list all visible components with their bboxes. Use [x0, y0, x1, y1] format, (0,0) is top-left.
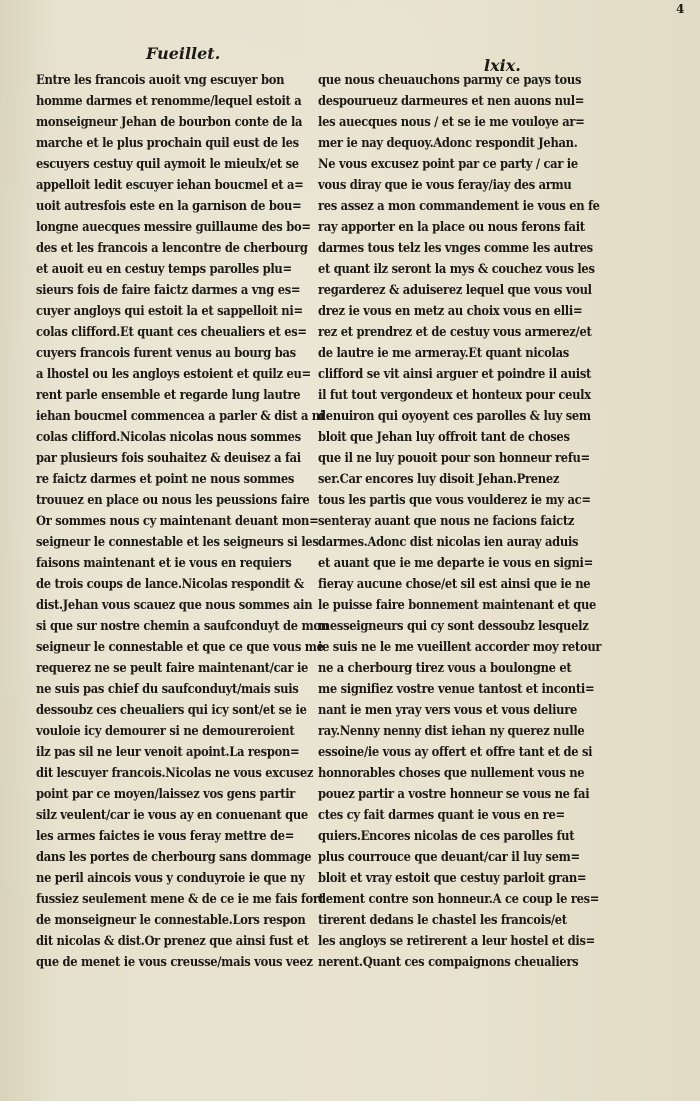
- text-column-right: [318, 70, 602, 973]
- text-line: marche et le plus prochain quil eust de les: [36, 135, 299, 151]
- text-line: nerent.Quant ces compaignons cheualiers: [318, 954, 579, 970]
- text-line: et quant ilz seront la mys & couchez vous les: [318, 261, 595, 277]
- text-line: a lhostel ou les angloys estoient et quilz eu=: [36, 366, 311, 382]
- text-line: despourueuz darmeures et nen auons nul=: [318, 93, 585, 109]
- text-line: drez ie vous en metz au choix vous en elli=: [318, 303, 583, 319]
- text-line: senteray auant que nous ne facions faictz: [318, 513, 575, 529]
- text-line: Or sommes nous cy maintenant deuant mon=: [36, 513, 319, 529]
- text-line: mer ie nay dequoy.Adonc respondit Jehan.: [318, 135, 578, 151]
- text-line: plus courrouce que deuant/car il luy sem=: [318, 849, 580, 865]
- text-line: tous les partis que vous voulderez ie my ac=: [318, 492, 591, 508]
- text-line: quiers.Encores nicolas de ces parolles fut: [318, 828, 575, 844]
- text-line: ray.Nenny nenny dist iehan ny querez nulle: [318, 723, 585, 739]
- text-line: Entre les francois auoit vng escuyer bon: [36, 72, 285, 88]
- text-line: que il ne luy pouoit pour son honneur refu=: [318, 450, 590, 466]
- text-line: nant ie men yray vers vous et vous deliure: [318, 702, 578, 718]
- text-line: de monseigneur le connestable.Lors respon: [36, 912, 306, 928]
- text-line: sieurs fois de faire faictz darmes a vng es=: [36, 282, 301, 298]
- text-line: que nous cheuauchons parmy ce pays tous: [318, 72, 582, 88]
- text-line: iehan boucmel commencea a parler & dist a ni: [36, 408, 324, 424]
- text-line: ne a cherbourg tirez vous a boulongne et: [318, 660, 572, 676]
- text-line: dans les portes de cherbourg sans dommage: [36, 849, 312, 865]
- text-line: regarderez & aduiserez lequel que vous voul: [318, 282, 592, 298]
- text-line: me signifiez vostre venue tantost et inconti=: [318, 681, 595, 697]
- text-line: point par ce moyen/laissez vos gens partir: [36, 786, 296, 802]
- text-line: darmes.Adonc dist nicolas ien auray aduis: [318, 534, 579, 550]
- text-line: colas clifford.Et quant ces cheualiers et es=: [36, 324, 307, 340]
- text-line: res assez a mon commandement ie vous en fe: [318, 198, 600, 214]
- text-line: bloit et vray estoit que cestuy parloit gran=: [318, 870, 587, 886]
- folio-header-left: Fueillet.: [146, 44, 221, 63]
- text-line: trouuez en place ou nous les peussions faire: [36, 492, 310, 508]
- corner-mark: 4: [676, 2, 685, 16]
- text-line: faisons maintenant et ie vous en requiers: [36, 555, 292, 571]
- text-line: fussiez seulement mene & de ce ie me fais fort: [36, 891, 324, 907]
- text-line: darmes tous telz les vnges comme les autres: [318, 240, 593, 256]
- text-line: cuyer angloys qui estoit la et sappelloit ni=: [36, 303, 303, 319]
- text-line: fieray aucune chose/et sil est ainsi que ie ne: [318, 576, 591, 592]
- text-line: re faictz darmes et point ne nous sommes: [36, 471, 295, 487]
- text-line: longne auecques messire guillaume des bo=: [36, 219, 311, 235]
- text-line: dist.Jehan vous scauez que nous sommes ain: [36, 597, 313, 613]
- text-line: dement contre son honneur.A ce coup le res=: [318, 891, 600, 907]
- text-line: homme darmes et renomme/lequel estoit a: [36, 93, 302, 109]
- text-line: des et les francois a lencontre de cherbourg: [36, 240, 308, 256]
- text-line: rez et prendrez et de cestuy vous armerez/et: [318, 324, 592, 340]
- text-line: que de menet ie vous creusse/mais vous veez: [36, 954, 313, 970]
- text-line: dit lescuyer francois.Nicolas ne vous excusez: [36, 765, 314, 781]
- text-line: ne peril aincois vous y conduyroie ie que ny: [36, 870, 305, 886]
- text-line: les armes faictes ie vous feray mettre de=: [36, 828, 295, 844]
- text-line: tirerent dedans le chastel les francois/et: [318, 912, 567, 928]
- text-line: de lautre ie me armeray.Et quant nicolas: [318, 345, 569, 361]
- text-line: essoine/ie vous ay offert et offre tant et de si: [318, 744, 593, 760]
- text-line: escuyers cestuy quil aymoit le mieulx/et se: [36, 156, 299, 172]
- text-line: si que sur nostre chemin a saufconduyt de mon: [36, 618, 329, 634]
- text-line: silz veulent/car ie vous ay en conuenant que: [36, 807, 308, 823]
- text-line: ser.Car encores luy disoit Jehan.Prenez: [318, 471, 560, 487]
- text-line: et auant que ie me departe ie vous en signi=: [318, 555, 593, 571]
- text-line: dit nicolas & dist.Or prenez que ainsi fust et: [36, 933, 309, 949]
- text-line: et auoit eu en cestuy temps parolles plu=: [36, 261, 292, 277]
- text-line: Ne vous excusez point par ce party / car ie: [318, 156, 578, 172]
- text-line: requerez ne se peult faire maintenant/car ie: [36, 660, 309, 676]
- text-line: de trois coups de lance.Nicolas respondit &: [36, 576, 304, 592]
- text-column-left: [36, 70, 329, 973]
- text-line: colas clifford.Nicolas nicolas nous sommes: [36, 429, 301, 445]
- text-line: rent parle ensemble et regarde lung lautre: [36, 387, 301, 403]
- text-line: bloit que Jehan luy offroit tant de choses: [318, 429, 570, 445]
- text-line: messeigneurs qui cy sont dessoubz lesquelz: [318, 618, 589, 634]
- text-line: seigneur le connestable et que ce que vous me: [36, 639, 324, 655]
- text-line: les angloys se retirerent a leur hostel et dis=: [318, 933, 595, 949]
- text-line: ne suis pas chief du saufconduyt/mais suis: [36, 681, 299, 697]
- text-line: uoit autresfois este en la garnison de bou=: [36, 198, 302, 214]
- text-line: ie suis ne le me vueillent accorder moy retour: [318, 639, 602, 655]
- text-line: les auecques nous / et se ie me vouloye ar=: [318, 114, 585, 130]
- text-line: il fut tout vergondeux et honteux pour ceulx: [318, 387, 591, 403]
- text-line: cuyers francois furent venus au bourg bas: [36, 345, 296, 361]
- text-line: honnorables choses que nullement vous ne: [318, 765, 585, 781]
- text-line: monseigneur Jehan de bourbon conte de la: [36, 114, 303, 130]
- text-line: dessoubz ces cheualiers qui icy sont/et se ie: [36, 702, 307, 718]
- text-line: seigneur le connestable et les seigneurs si les: [36, 534, 319, 550]
- folio-header-right: lxix.: [484, 56, 521, 75]
- text-line: ray apporter en la place ou nous ferons fait: [318, 219, 585, 235]
- text-line: vouloie icy demourer si ne demoureroient: [36, 723, 295, 739]
- text-line: clifford se vit ainsi arguer et poindre il auist: [318, 366, 592, 382]
- text-line: ilz pas sil ne leur venoit apoint.La respon=: [36, 744, 300, 760]
- text-line: appelloit ledit escuyer iehan boucmel et a=: [36, 177, 304, 193]
- text-line: par plusieurs fois souhaitez & deuisez a fai: [36, 450, 301, 466]
- text-line: denuiron qui oyoyent ces parolles & luy sem: [318, 408, 591, 424]
- text-line: vous diray que ie vous feray/iay des armu: [318, 177, 572, 193]
- text-line: pouez partir a vostre honneur se vous ne fai: [318, 786, 590, 802]
- text-line: ctes cy fait darmes quant ie vous en re=: [318, 807, 565, 823]
- text-line: le puisse faire bonnement maintenant et que: [318, 597, 597, 613]
